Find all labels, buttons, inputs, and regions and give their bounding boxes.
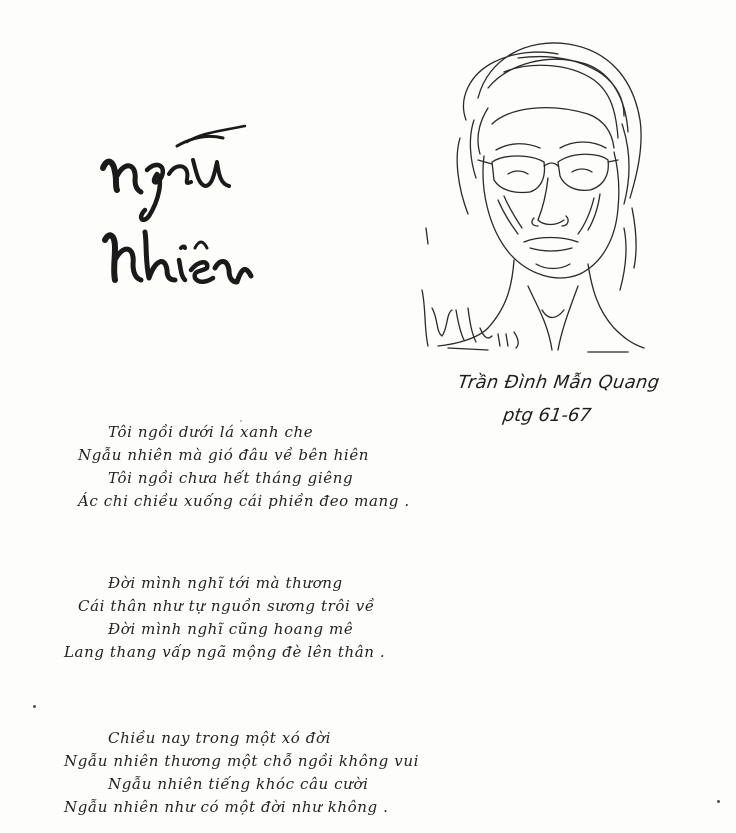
poem-line: Cái thân như tự nguồn sương trôi về	[78, 597, 375, 615]
title-calligraphy	[95, 120, 255, 320]
poem-line: Chiều nay trong một xó đời	[108, 729, 332, 747]
scan-speck	[717, 800, 720, 803]
poem-line: Ngẫu nhiên mà gió đâu về bên hiên	[78, 446, 370, 464]
poem-line: Đời mình nghĩ cũng hoang mê	[108, 620, 354, 638]
author-portrait-sketch	[418, 28, 650, 358]
scan-speck	[33, 705, 36, 708]
author-name: Trần Đình Mẫn Quang	[456, 372, 661, 393]
poem-title	[0, 0, 1, 1]
poem-line: Đời mình nghĩ tới mà thương	[108, 574, 343, 592]
author-class: ptg 61-67	[501, 405, 593, 426]
poem-line: Lang thang vấp ngã mộng đè lên thân .	[64, 643, 386, 661]
poem-line: Ngẫu nhiên tiếng khóc câu cười	[108, 775, 369, 793]
poem-line: Ngẫu nhiên thương một chỗ ngồi không vui	[64, 752, 419, 770]
poem-line: Tôi ngồi dưới lá xanh che	[108, 423, 314, 441]
poem-line: Tôi ngồi chưa hết tháng giêng	[108, 469, 354, 487]
poem-line: Ác chi chiều xuống cái phiền đeo mang .	[78, 492, 410, 510]
poem-line: Ngẫu nhiên như có một đời như không .	[64, 798, 389, 816]
scan-speck	[240, 420, 242, 422]
